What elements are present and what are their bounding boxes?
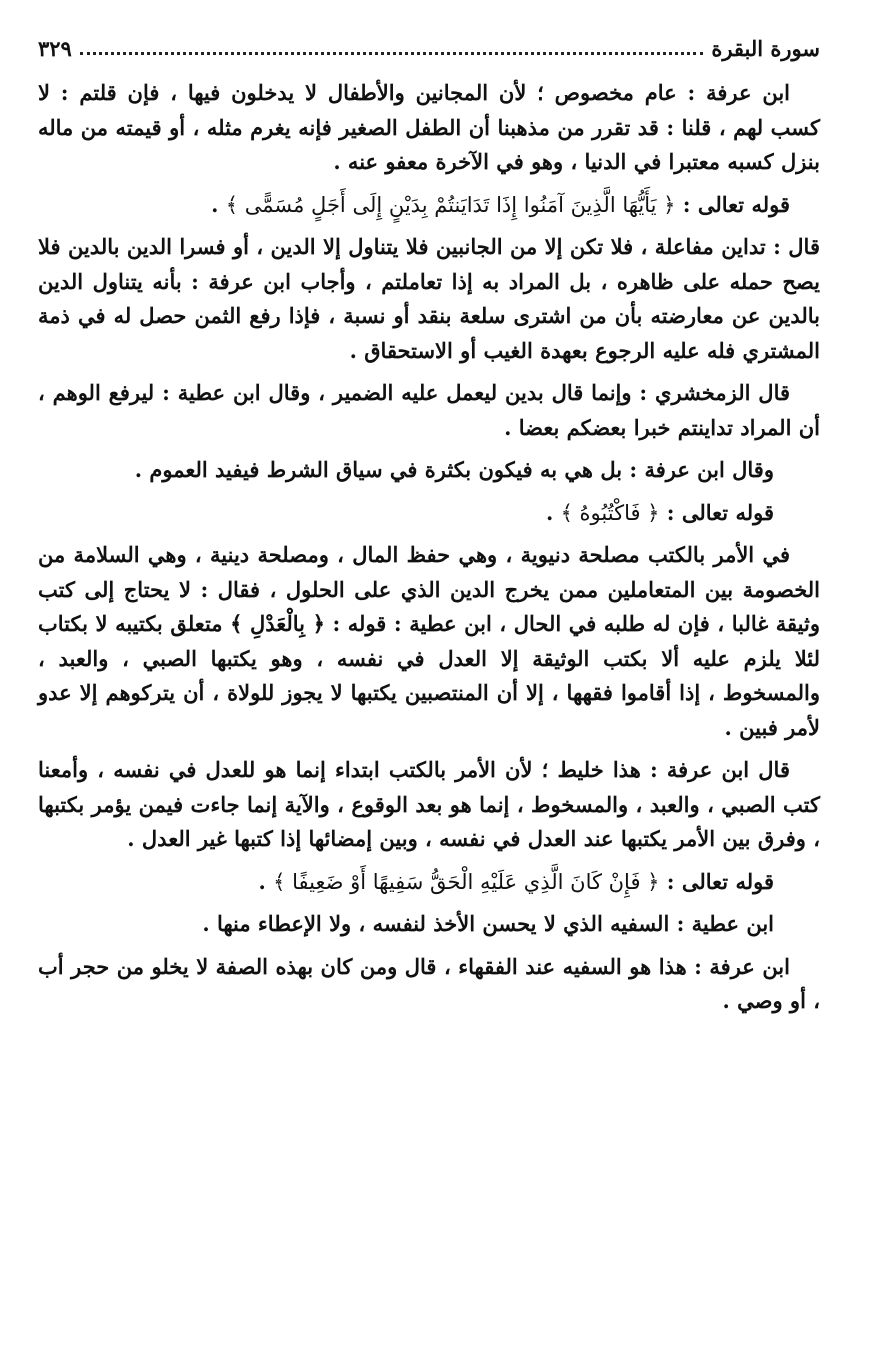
paragraph-lead: قوله تعالى : <box>659 499 774 525</box>
paragraph-lead: قال : <box>765 234 820 259</box>
paragraph <box>38 538 820 745</box>
quranic-verse: ﴿ فَاكْتُبُوهُ ﴾ <box>560 500 660 525</box>
page-number: ٣٢٩ <box>38 35 72 61</box>
verse-paragraph <box>38 496 820 531</box>
paragraph-text: تداين مفاعلة ، فلا تكن إلا من الجانبين فلا يتناول إلا الدين ، أو فسرا الدين بالدين فلا يصح حمله على ظاهره ، بل المراد به إذا تعاملتم ، وأجاب ابن عرفة : بأنه يتناول الدين بالدين عن معارضته بأن من اشترى سلعة بنقد أو نسبة ، فإذا رفع الثمن حصل له في ذمة المشتري فله عليه الرجوع بعهدة الغيب أو الاستحقاق . <box>38 234 820 363</box>
paragraph-lead: في الأمر <box>705 542 791 567</box>
document-page <box>38 30 820 1027</box>
paragraph-text: السفيه الذي لا يحسن الأخذ لنفسه ، ولا الإعطاء منها . <box>202 911 670 936</box>
paragraph-tail: . <box>258 868 274 894</box>
paragraph-lead: قوله تعالى : <box>659 868 774 894</box>
paragraph <box>38 453 820 488</box>
paragraph-tail: . <box>211 191 226 217</box>
header-dotted-leader <box>80 42 703 55</box>
quranic-verse: ﴿ يَأَيُّهَا الَّذِينَ آمَنُوا إِذَا تَدَايَنتُمْ بِدَيْنٍ إِلَى أَجَلٍ مُسَمًّى ﴾ <box>225 192 676 217</box>
paragraph <box>38 376 820 445</box>
paragraph-lead: ابن عرفة : <box>676 80 790 105</box>
paragraph-lead: قال الزمخشري : <box>631 380 791 405</box>
paragraph <box>38 76 820 180</box>
paragraph-lead: ابن عطية : <box>669 911 774 936</box>
paragraph-text: وإنما قال بدين ليعمل عليه الضمير ، وقال ابن عطية : ليرفع الوهم ، أن المراد تداينتم خبرا بعضكم بعضا . <box>38 380 820 440</box>
surah-title: سورة البقرة <box>711 35 820 61</box>
paragraph <box>38 753 820 857</box>
paragraph-text: هذا خليط ؛ لأن الأمر بالكتب ابتداء إنما هو للعدل في نفسه ، وأمعنا كتب الصبي ، والعبد ، والمسخوط ، إنما هو بعد الوقوع ، والآية إنما جاءت فيمن يؤمر بكتبها ، وفرق بين الأمر يكتبها عند العدل في نفسه ، وبين إمضائها إذا كتبها غير العدل . <box>38 757 820 851</box>
page-body <box>38 76 820 1019</box>
page-header <box>38 30 820 66</box>
verse-paragraph <box>38 188 820 223</box>
paragraph-lead: قوله تعالى : <box>675 191 790 217</box>
paragraph <box>38 950 820 1019</box>
quranic-verse: ﴿ فَإِنْ كَانَ الَّذِي عَلَيْهِ الْحَقُّ سَفِيهًا أَوْ ضَعِيفًا ﴾ <box>273 869 660 894</box>
paragraph <box>38 230 820 368</box>
paragraph-text: بالكتب مصلحة دنيوية ، وهي حفظ المال ، ومصلحة دينية ، وهي السلامة من الخصومة بين المتعاملين ممن يخرج الدين الذي على الحلول ، فقال : لا يحتاج إلى كتب وثيقة غالبا ، فإن له طلبه في الحال ، ابن عطية : قوله : ﴿ بِالْعَدْلِ ﴾ متعلق بكتيبه لا بكتاب لئلا يلزم عليه ألا بكتب الوثيقة إلا العدل في نفسه ، وهو يكتبها الصبي ، والعبد ، والمسخوط ، إذا أقاموا فقهها ، إلا أن المنتصبين يكتبها لا يجوز للولاة ، أن يتركوهم إلا عدو لأمر فبين . <box>38 542 820 740</box>
paragraph-text: عام مخصوص ؛ لأن المجانين والأطفال لا يدخلون فيها ، فإن قلتم : لا كسب لهم ، قلنا : قد تقرر من مذهبنا أن الطفل الصغير فإنه يغرم مثله ، أو قيمته من ماله بنزل كسبه معتبرا في الدنيا ، وهو في الآخرة معفو عنه . <box>38 80 820 174</box>
verse-paragraph <box>38 865 820 900</box>
paragraph <box>38 907 820 942</box>
paragraph-text: بل هي به فيكون بكثرة في سياق الشرط فيفيد العموم . <box>134 457 623 482</box>
paragraph-lead: وقال ابن عرفة : <box>622 457 774 482</box>
paragraph-text: هذا هو السفيه عند الفقهاء ، قال ومن كان بهذه الصفة لا يخلو من حجر أب ، أو وصي . <box>38 953 820 1013</box>
paragraph-lead: ابن عرفة : <box>686 953 790 979</box>
paragraph-tail: . <box>545 499 561 525</box>
paragraph-lead: قال ابن عرفة : <box>640 757 790 782</box>
